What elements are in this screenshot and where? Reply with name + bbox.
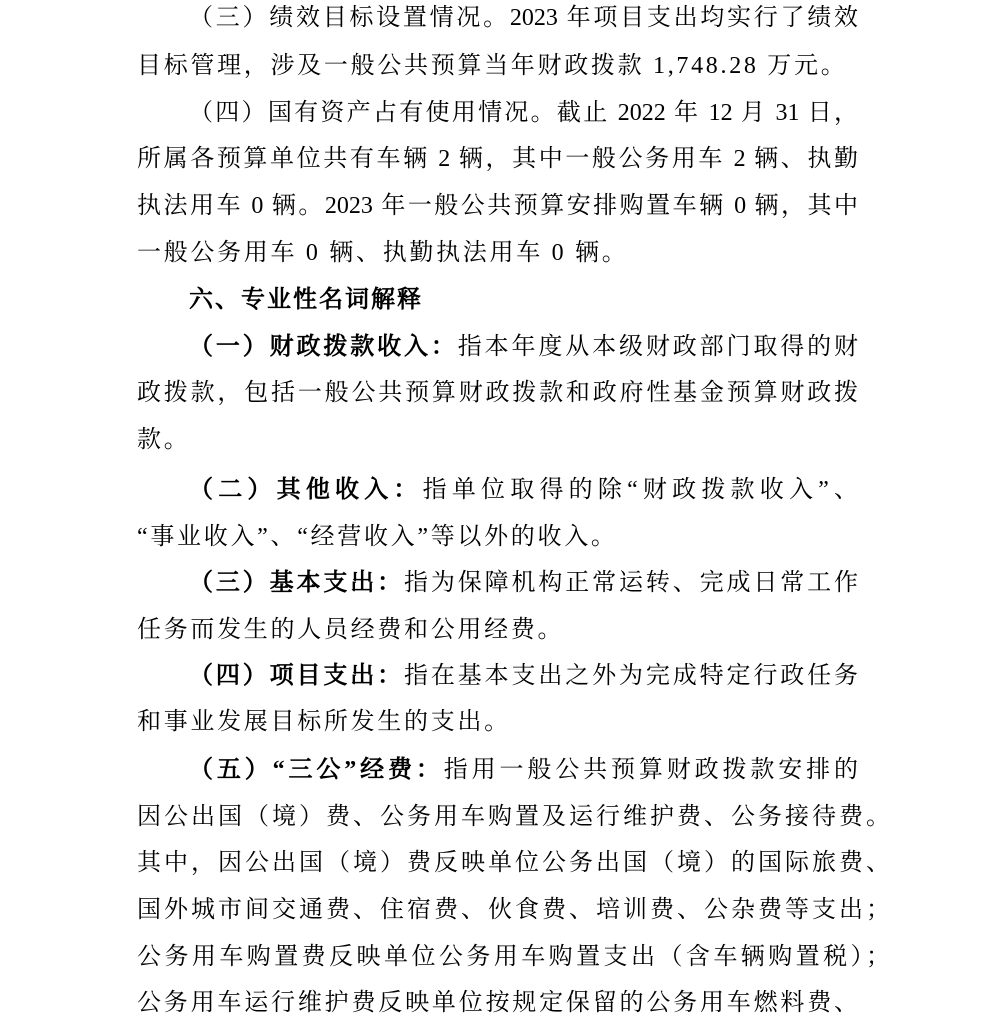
term-three-public-expenses-line-3: 其中，因公出国（境）费反映单位公务出国（境）的国际旅费、 (137, 850, 890, 876)
term-definition: 指单位取得的除“财政拨款收入”、 (422, 477, 858, 503)
term-other-income-line-2: “事业收入”、“经营收入”等以外的收入。 (137, 524, 618, 550)
term-definition: 指用一般公共预算财政拨款安排的 (443, 757, 858, 783)
term-fiscal-appropriation-line-2: 政拨款，包括一般公共预算财政拨款和政府性基金预算财政拨 (137, 380, 858, 406)
term-fiscal-appropriation-line-1 (189, 332, 858, 362)
term-definition: 指本年度从本级财政部门取得的财 (457, 334, 858, 360)
term-definition: 指为保障机构正常运转、完成日常工作 (404, 570, 858, 596)
term-project-expenditure-line-2: 和事业发展目标所发生的支出。 (137, 709, 511, 735)
term-label: （三）基本支出： (189, 570, 404, 596)
term-label: （四）项目支出： (189, 663, 404, 689)
term-three-public-expenses-line-1 (189, 755, 858, 785)
term-three-public-expenses-line-4: 国外城市间交通费、住宿费、伙食费、培训费、公杂费等支出； (137, 897, 890, 923)
state-assets-line-4: 一般公务用车 0 辆、执勤执法用车 0 辆。 (137, 240, 629, 266)
performance-targets-line-2: 目标管理，涉及一般公共预算当年财政拨款 1,748.28 万元。 (137, 53, 848, 79)
term-label: （二）其他收入： (189, 477, 423, 503)
term-three-public-expenses-line-2: 因公出国（境）费、公务用车购置及运行维护费、公务接待费。 (137, 804, 890, 830)
term-fiscal-appropriation-line-3: 款。 (137, 427, 191, 453)
state-assets-line-3: 执法用车 0 辆。2023 年一般公共预算安排购置车辆 0 辆，其中 (137, 193, 858, 219)
term-three-public-expenses-line-6: 公务用车运行维护费反映单位按规定保留的公务用车燃料费、 (137, 990, 858, 1016)
term-definition: 指在基本支出之外为完成特定行政任务 (404, 663, 858, 689)
term-project-expenditure-line-1 (189, 661, 858, 691)
term-label: （一）财政拨款收入： (189, 334, 458, 360)
term-label: （五）“三公”经费： (189, 757, 444, 783)
term-other-income-line-1 (189, 475, 858, 505)
state-assets-line-2: 所属各预算单位共有车辆 2 辆，其中一般公务用车 2 辆、执勤 (137, 146, 858, 172)
state-assets-line-1: （四）国有资产占有使用情况。截止 2022 年 12 月 31 日， (189, 100, 858, 126)
section-heading: 六、专业性名词解释 (189, 285, 423, 313)
term-three-public-expenses-line-5: 公务用车购置费反映单位公务用车购置支出（含车辆购置税）； (137, 944, 890, 970)
performance-targets-line-1: （三）绩效目标设置情况。2023 年项目支出均实行了绩效 (189, 5, 858, 31)
term-basic-expenditure-line-2: 任务而发生的人员经费和公用经费。 (137, 617, 565, 643)
term-basic-expenditure-line-1 (189, 568, 858, 598)
